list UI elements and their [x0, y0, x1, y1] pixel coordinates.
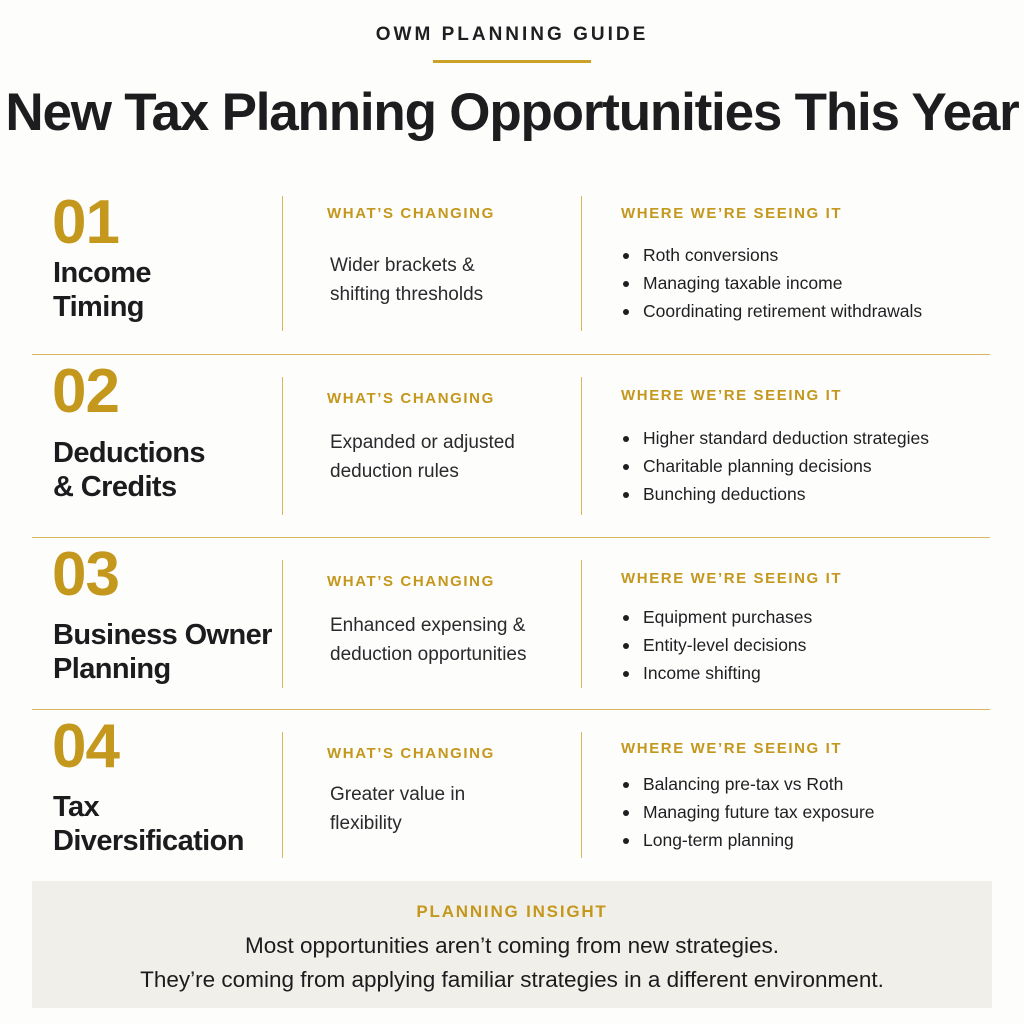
whats-changing-label: WHAT’S CHANGING [327, 573, 495, 590]
list-item: Balancing pre-tax vs Roth [621, 770, 875, 798]
column-divider [282, 560, 283, 688]
where-seeing-label: WHERE WE’RE SEEING IT [621, 387, 843, 404]
whats-changing-label: WHAT’S CHANGING [327, 745, 495, 762]
column-divider [581, 560, 582, 688]
whats-changing-label: WHAT’S CHANGING [327, 390, 495, 407]
list-item: Managing future tax exposure [621, 798, 875, 826]
row-number: 02 [52, 357, 119, 426]
where-seeing-list [621, 424, 929, 508]
where-seeing-list [621, 770, 875, 854]
kicker-underline [433, 60, 591, 63]
list-item: Long-term planning [621, 826, 875, 854]
guide-kicker: OWM PLANNING GUIDE [375, 24, 649, 45]
where-seeing-label: WHERE WE’RE SEEING IT [621, 740, 843, 757]
whats-changing-line: Enhanced expensing & [330, 615, 526, 636]
list-item: Roth conversions [621, 241, 922, 269]
row-topic-line: Deductions [53, 437, 205, 469]
row-number: 03 [52, 540, 119, 609]
column-divider [282, 196, 283, 331]
list-item: Equipment purchases [621, 603, 812, 631]
list-item: Coordinating retirement withdrawals [621, 297, 922, 325]
where-seeing-list [621, 241, 922, 325]
whats-changing-text [330, 251, 560, 309]
row-topic [53, 790, 283, 858]
whats-changing-line: shifting thresholds [330, 284, 484, 305]
row-number: 01 [52, 188, 119, 257]
list-item: Charitable planning decisions [621, 452, 929, 480]
insight-text-line: Most opportunities aren’t coming from new strategies. [245, 933, 779, 958]
row-topic-line: Tax [53, 791, 100, 823]
where-seeing-label: WHERE WE’RE SEEING IT [621, 205, 843, 222]
list-item: Entity-level decisions [621, 631, 812, 659]
insight-label: PLANNING INSIGHT [416, 902, 608, 921]
list-item: Bunching deductions [621, 480, 929, 508]
whats-changing-line: Wider brackets & [330, 255, 475, 276]
column-divider [282, 377, 283, 515]
whats-changing-line: Expanded or adjusted [330, 432, 515, 453]
where-seeing-list [621, 603, 812, 687]
opportunity-row-deductions-credits [32, 355, 990, 537]
planning-insight-box [32, 881, 992, 1008]
whats-changing-text [330, 428, 560, 486]
row-topic [53, 256, 283, 324]
whats-changing-line: deduction rules [330, 461, 459, 482]
whats-changing-line: Greater value in [330, 784, 466, 805]
column-divider [581, 196, 582, 331]
whats-changing-text [330, 611, 560, 669]
page-title: New Tax Planning Opportunities This Year [5, 83, 1019, 142]
insight-text-line: They’re coming from applying familiar strategies in a different environment. [140, 967, 884, 992]
row-topic-line: Planning [53, 653, 171, 685]
row-topic-line: Income [53, 257, 151, 289]
column-divider [581, 377, 582, 515]
opportunity-row-income-timing [32, 186, 990, 354]
where-seeing-label: WHERE WE’RE SEEING IT [621, 570, 843, 587]
column-divider [581, 732, 582, 858]
row-number: 04 [52, 712, 119, 781]
whats-changing-line: flexibility [330, 813, 402, 834]
row-topic-line: Diversification [53, 825, 244, 857]
row-topic [53, 436, 283, 504]
row-topic-line: Business Owner [53, 619, 272, 651]
row-topic [53, 618, 293, 686]
whats-changing-line: deduction opportunities [330, 644, 527, 665]
row-topic-line: Timing [53, 291, 144, 323]
whats-changing-text [330, 780, 560, 838]
column-divider [282, 732, 283, 858]
list-item: Higher standard deduction strategies [621, 424, 929, 452]
whats-changing-label: WHAT’S CHANGING [327, 205, 495, 222]
opportunity-row-business-owner [32, 538, 990, 709]
row-topic-line: & Credits [53, 471, 177, 503]
list-item: Managing taxable income [621, 269, 922, 297]
opportunity-row-tax-diversification [32, 710, 990, 875]
list-item: Income shifting [621, 659, 812, 687]
